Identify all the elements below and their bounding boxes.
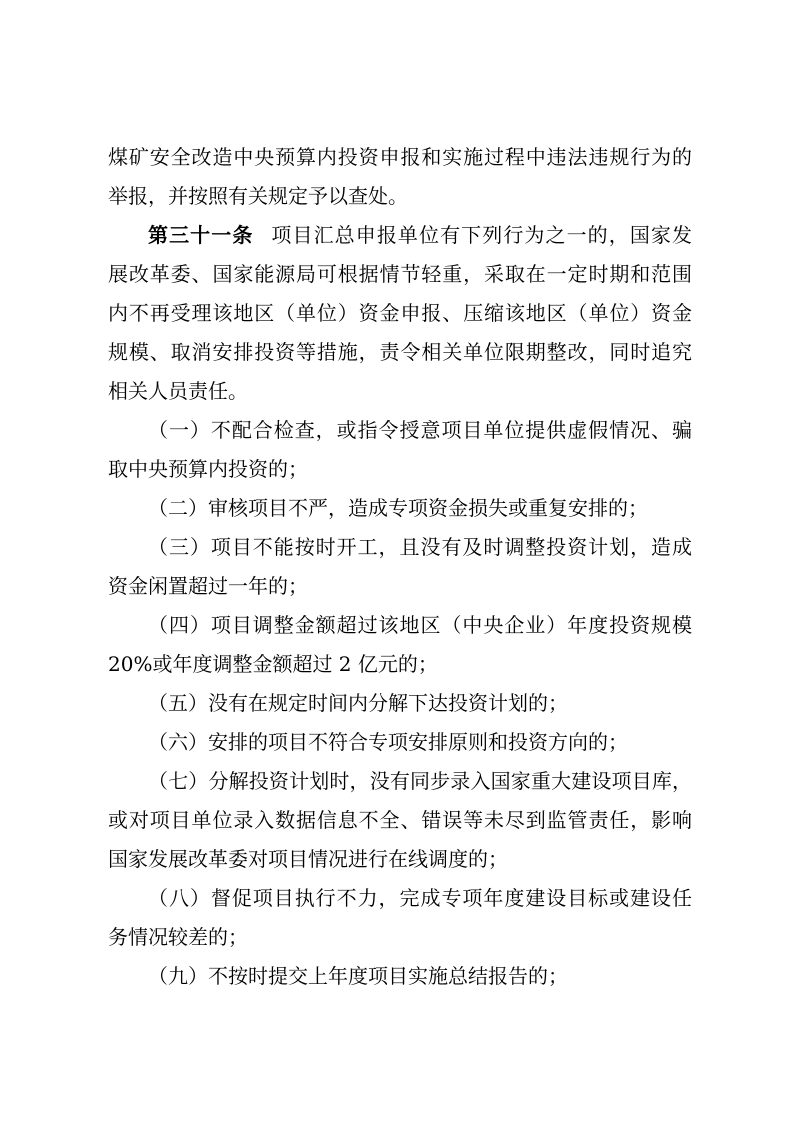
- text-line: 举报，并按照有关规定予以查处。: [108, 184, 408, 208]
- text-line: （九）不按时提交上年度项目实施总结报告的；: [148, 964, 568, 988]
- text-line: [108, 216, 692, 255]
- text-line: 取中央预算内投资的；: [108, 457, 308, 481]
- text-line: （四）项目调整金额超过该地区（中央企业）年度投资规模: [148, 613, 692, 637]
- text-line: 相关人员责任。: [108, 379, 248, 403]
- list-item-5: [108, 684, 692, 723]
- text-line: 展改革委、国家能源局可根据情节轻重，采取在一定时期和范围: [108, 262, 692, 286]
- list-item-1: [108, 411, 692, 489]
- text-line: 国家发展改革委对项目情况进行在线调度的；: [108, 847, 508, 871]
- text-line: 资金闲置超过一年的；: [108, 574, 308, 598]
- article-heading: 第三十一条: [148, 223, 254, 247]
- text-line: （一）不配合检查，或指令授意项目单位提供虚假情况、骗: [148, 418, 692, 442]
- text-line: 内不再受理该地区（单位）资金申报、压缩该地区（单位）资金: [108, 301, 692, 325]
- text-line: （二）审核项目不严，造成专项资金损失或重复安排的；: [148, 496, 648, 520]
- document-page: [108, 138, 692, 996]
- text-line: 规模、取消安排投资等措施，责令相关单位限期整改，同时追究: [108, 340, 692, 364]
- paragraph-continuation: [108, 138, 692, 216]
- text-line: （五）没有在规定时间内分解下达投资计划的；: [148, 691, 568, 715]
- text-line: （七）分解投资计划时，没有同步录入国家重大建设项目库，: [148, 769, 692, 793]
- list-item-4: [108, 606, 692, 684]
- text-line: 务情况较差的；: [108, 925, 248, 949]
- list-item-7: [108, 762, 692, 879]
- text-line: （六）安排的项目不符合专项安排原则和投资方向的；: [148, 730, 628, 754]
- text-line: 20%或年度调整金额超过 2 亿元的；: [108, 652, 438, 676]
- text-line: 或对项目单位录入数据信息不全、错误等未尽到监管责任，影响: [108, 808, 692, 832]
- article-31: [108, 216, 692, 411]
- text-line: 煤矿安全改造中央预算内投资申报和实施过程中违法违规行为的: [108, 145, 692, 169]
- list-item-2: [108, 489, 692, 528]
- list-item-3: [108, 528, 692, 606]
- article-text: 项目汇总申报单位有下列行为之一的，国家发: [271, 223, 693, 247]
- text-line: （三）项目不能按时开工，且没有及时调整投资计划，造成: [148, 535, 692, 559]
- list-item-8: [108, 879, 692, 957]
- list-item-9: [108, 957, 692, 996]
- list-item-6: [108, 723, 692, 762]
- text-line: （八）督促项目执行不力，完成专项年度建设目标或建设任: [148, 886, 692, 910]
